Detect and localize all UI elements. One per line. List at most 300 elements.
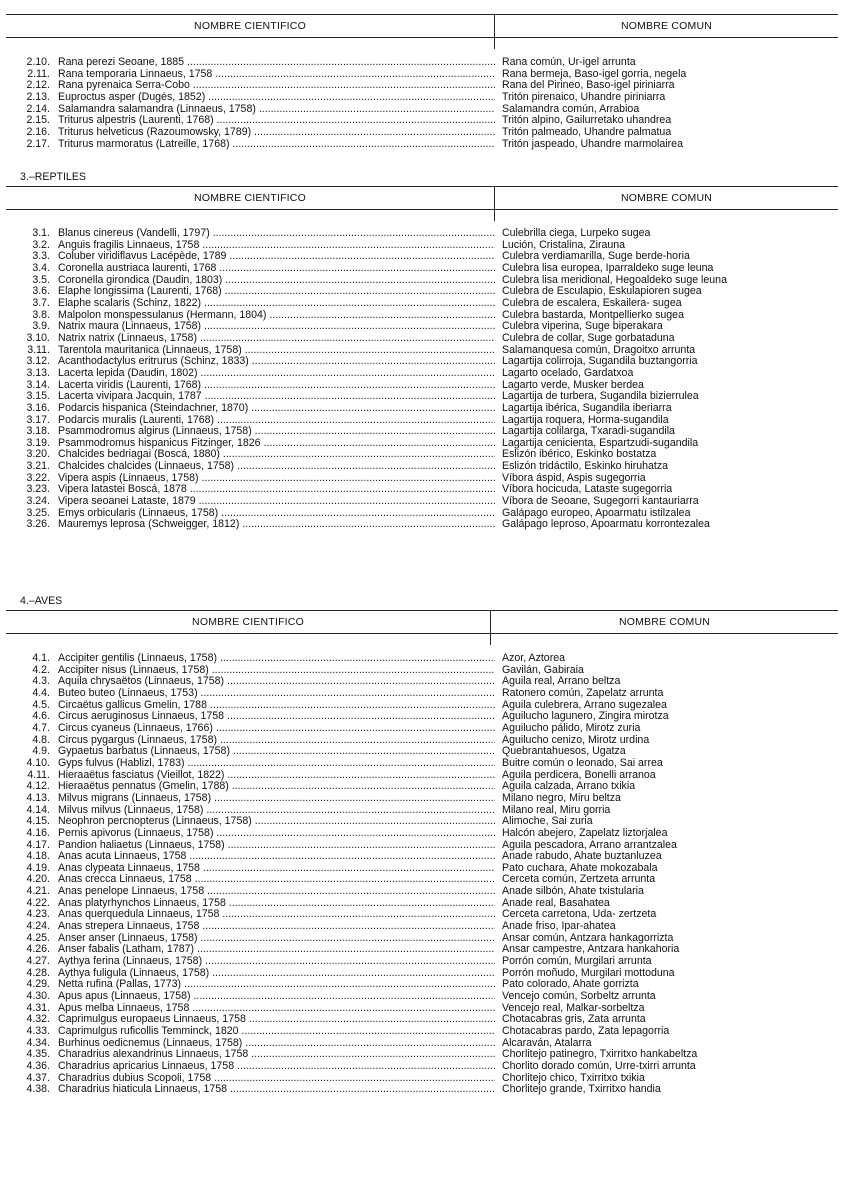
common-name: Aguila pescadora, Arrano arrantzalea xyxy=(502,839,677,851)
scientific-name: Burhinus oedicnemus (Linnaeus, 1758) ..... xyxy=(58,1038,495,1050)
common-name: Vencejo real, Malkar-sorbeltza xyxy=(502,1002,645,1014)
species-number: 4.11. xyxy=(27,768,50,781)
table-row xyxy=(0,991,842,1003)
table-row xyxy=(0,508,842,520)
table-row xyxy=(0,956,842,968)
common-name: Lagartija de turbera, Sugandila bizierrulea xyxy=(502,391,699,403)
species-number: 3.1. xyxy=(32,227,50,239)
birds-title: 4.–AVES xyxy=(20,595,63,607)
table-row xyxy=(0,1014,842,1026)
scientific-name: Aquila chrysaëtos (Linnaeus, 1758) ..... xyxy=(58,676,495,688)
scientific-name: Pernis apivorus (Linnaeus, 1758) ..... xyxy=(58,828,495,840)
table-row xyxy=(0,770,842,782)
scientific-name: Vipera seoanei Lataste, 1879 ..... xyxy=(58,496,495,508)
scientific-name: Rana pyrenaica Serra-Cobo ..... xyxy=(58,80,495,92)
species-number: 4.31. xyxy=(26,1001,50,1014)
scientific-name: Aythya fuligula (Linnaeus, 1758) ..... xyxy=(58,968,495,980)
scientific-name: Anguis fragilis Linnaeus, 1758 ..... xyxy=(58,240,495,252)
species-number: 3.3. xyxy=(32,250,50,263)
species-number: 4.34. xyxy=(26,1036,50,1049)
table-row xyxy=(0,933,842,945)
common-name: Chorlitejo grande, Txirritxo handia xyxy=(502,1084,661,1096)
common-name: Porrón moñudo, Murgilari mottoduna xyxy=(502,967,675,979)
table-row xyxy=(0,1073,842,1085)
table-row xyxy=(0,368,842,380)
species-number: 3.9. xyxy=(32,320,50,333)
scientific-name: Vipera latastei Boscá, 1878 ..... xyxy=(58,484,495,496)
species-number: 3.15. xyxy=(26,390,50,403)
common-name: Tritón jaspeado, Uhandre marmolairea xyxy=(502,138,683,150)
species-number: 4.10. xyxy=(26,756,50,769)
table-row xyxy=(0,449,842,461)
table-row xyxy=(0,840,842,852)
species-number: 4.23. xyxy=(26,908,50,921)
scientific-name: Accipiter gentilis (Linnaeus, 1758) ..... xyxy=(58,653,495,665)
scientific-name: Coluber viridiflavus Lacépède, 1789 ..... xyxy=(58,251,495,263)
common-name: Gavilán, Gabiraia xyxy=(502,664,584,676)
common-name: Anade silbón, Ahate txistularia xyxy=(502,886,644,898)
table-row xyxy=(0,426,842,438)
species-number: 4.9. xyxy=(32,745,50,758)
common-name: Chotacabras pardo, Zata lepagorria xyxy=(502,1026,670,1037)
table-row xyxy=(0,886,842,898)
table-row xyxy=(0,723,842,735)
scientific-name: Charadrius hiaticula Linnaeus, 1758 ..... xyxy=(58,1084,495,1096)
scientific-name: Anas strepera Linnaeus, 1758 ..... xyxy=(58,921,495,933)
scientific-name: Anas crecca Linnaeus, 1758 ..... xyxy=(58,874,495,886)
species-number: 4.35. xyxy=(26,1048,50,1061)
species-number: 3.11. xyxy=(27,343,50,356)
table-row xyxy=(0,793,842,805)
species-number: 4.15. xyxy=(26,815,50,828)
species-number: 4.14. xyxy=(26,803,50,816)
table-row xyxy=(0,286,842,298)
scientific-name: Accipiter nisus (Linnaeus, 1758) ..... xyxy=(58,665,495,677)
common-name: Lagartija cenicienta, Espartzudi-sugandila xyxy=(502,437,699,449)
table-row xyxy=(0,1061,842,1073)
species-number: 4.17. xyxy=(26,838,50,851)
scientific-name: Blanus cinereus (Vandelli, 1797) ..... xyxy=(58,228,495,240)
scientific-name: Psammodromus algirus (Linnaeus, 1758) ..... xyxy=(58,426,495,438)
table-row xyxy=(0,1026,842,1038)
common-name: Culebra de Esculapio, Eskulapioren sugea xyxy=(502,286,702,298)
common-name: Chorlitejo chico, Txirritxo txikia xyxy=(502,1072,645,1084)
scientific-name: Circaëtus gallicus Gmelin, 1788 ..... xyxy=(58,700,495,712)
scientific-name: Euproctus asper (Dugés, 1852) ..... xyxy=(58,92,495,104)
common-name: Culebra verdiamarilla, Suge berde-horia xyxy=(502,251,690,263)
scientific-name: Elaphe scalaris (Schinz, 1822) ..... xyxy=(58,298,495,310)
table-header xyxy=(6,14,838,38)
table-row xyxy=(0,851,842,863)
table-row xyxy=(0,115,842,127)
common-name: Tritón pirenaico, Uhandre piriniarra xyxy=(502,91,666,103)
common-name: Aguila real, Arrano beltza xyxy=(502,676,621,688)
table-row xyxy=(0,968,842,980)
common-name: Culebra lisa meridional, Hegoaldeko suge leuna xyxy=(502,274,727,286)
common-name: Quebrantahuesos, Ugatza xyxy=(502,746,626,758)
common-name: Buitre común o leonado, Sai arrea xyxy=(502,757,663,769)
species-number: 3.25. xyxy=(26,506,50,519)
scientific-name: Tarentola mauritanica (Linnaeus, 1758) ..... xyxy=(58,345,495,357)
scientific-name: Salamandra salamandra (Linnaeus, 1758) ..... xyxy=(58,104,495,116)
species-number: 4.4. xyxy=(32,686,50,699)
scientific-name: Milvus milvus (Linnaeus, 1758) ..... xyxy=(58,805,495,817)
scientific-name: Acanthodactylus eritrurus (Schinz, 1833) ..... xyxy=(58,356,495,368)
table-row xyxy=(0,391,842,403)
common-name: Galápago leproso, Apoarmatu korrontezalea xyxy=(502,519,710,531)
bird-list xyxy=(0,653,842,1096)
scientific-name: Neophron percnopterus (Linnaeus, 1758) ..... xyxy=(58,816,495,828)
common-name: Cerceta carretona, Uda- zertzeta xyxy=(502,909,657,921)
common-name: Anade real, Basahatea xyxy=(502,897,610,909)
common-name: Ansar campestre, Antzara hankahoria xyxy=(502,944,680,956)
scientific-name: Circus cyaneus (Linnaeus, 1766) ..... xyxy=(58,723,495,735)
common-name: Vencejo común, Sorbeltz arrunta xyxy=(502,991,656,1003)
species-number: 4.33. xyxy=(26,1025,50,1037)
scientific-name: Milvus migrans (Linnaeus, 1758) ..... xyxy=(58,793,495,805)
species-number: 4.7. xyxy=(32,721,50,734)
common-name: Culebra lisa europea, Iparraldeko suge leuna xyxy=(502,262,714,274)
table-row xyxy=(0,758,842,770)
common-name: Culebra de escalera, Eskailera- sugea xyxy=(502,297,682,309)
species-number: 3.10. xyxy=(26,331,50,344)
table-row xyxy=(0,461,842,473)
species-number: 3.24. xyxy=(26,495,50,508)
species-number: 4.18. xyxy=(26,850,50,863)
scientific-name: Buteo buteo (Linnaeus, 1753) ..... xyxy=(58,688,495,700)
common-name: Culebra bastarda, Montpellierko sugea xyxy=(502,309,684,321)
species-number: 4.29. xyxy=(26,978,50,991)
scientific-name: Anas acuta Linnaeus, 1758 ..... xyxy=(58,851,495,863)
common-name: Rana común, Ur-igel arrunta xyxy=(502,57,636,68)
table-row xyxy=(0,228,842,240)
table-row xyxy=(0,979,842,991)
scientific-name: Anas platyrhynchos Linnaeus, 1758 ..... xyxy=(58,898,495,910)
table-row xyxy=(0,1003,842,1015)
table-row xyxy=(0,415,842,427)
scientific-name: Podarcis hispanica (Steindachner, 1870) ..... xyxy=(58,403,495,415)
species-number: 2.11. xyxy=(27,67,50,80)
reptile-list xyxy=(0,228,842,531)
scientific-name: Apus apus (Linnaeus, 1758) ..... xyxy=(58,991,495,1003)
scientific-name-header: NOMBRE CIENTIFICO xyxy=(194,20,306,32)
scientific-name: Gyps fulvus (Hablizl, 1783) ..... xyxy=(58,758,495,770)
scientific-name: Charadrius dubius Scopoli, 1758 ..... xyxy=(58,1073,495,1085)
scientific-name: Natrix natrix (Linnaeus, 1758) ..... xyxy=(58,333,495,345)
common-name: Chorlitejo patinegro, Txirritxo hankabeltza xyxy=(502,1049,698,1061)
common-name: Lagartija ibérica, Sugandila iberiarra xyxy=(502,402,672,414)
common-name: Lagarto verde, Musker berdea xyxy=(502,379,644,391)
common-name: Víbora áspid, Aspis sugegorria xyxy=(502,472,646,484)
species-number: 4.28. xyxy=(26,966,50,979)
common-name: Chotacabras gris, Zata arrunta xyxy=(502,1014,646,1026)
table-row xyxy=(0,127,842,139)
table-row xyxy=(0,944,842,956)
species-number: 3.21. xyxy=(26,460,50,473)
table-row xyxy=(0,735,842,747)
table-row xyxy=(0,700,842,712)
scientific-name: Anas penelope Linnaeus, 1758 ..... xyxy=(58,886,495,898)
species-number: 3.16. xyxy=(26,401,50,414)
common-name: Víbora hocicuda, Lataste sugegorria xyxy=(502,484,673,496)
scientific-name: Anas clypeata Linnaeus, 1758 ..... xyxy=(58,863,495,875)
common-name: Cerceta común, Zertzeta arrunta xyxy=(502,874,656,886)
table-row xyxy=(0,874,842,886)
table-row xyxy=(0,310,842,322)
species-number: 4.12. xyxy=(26,780,50,793)
scientific-name: Chalcides bedriagai (Boscá, 1880) ..... xyxy=(58,449,495,461)
species-number: 2.17. xyxy=(26,137,50,150)
species-number: 4.3. xyxy=(32,675,50,688)
scientific-name: Hieraaëtus fasciatus (Vieillot, 1822) ..... xyxy=(58,770,495,782)
table-row xyxy=(0,688,842,700)
scientific-name: Podarcis muralis (Laurenti, 1768) ..... xyxy=(58,415,495,427)
scientific-name: Rana temporaria Linnaeus, 1758 ..... xyxy=(58,69,495,81)
species-number: 3.22. xyxy=(26,471,50,484)
scientific-name: Lacerta lepida (Daudin, 1802) ..... xyxy=(58,368,495,380)
table-row xyxy=(0,484,842,496)
species-number: 3.17. xyxy=(26,413,50,426)
species-number: 4.27. xyxy=(26,955,50,968)
table-row xyxy=(0,909,842,921)
common-name: Lagartija roquera, Horma-sugandila xyxy=(502,414,669,426)
scientific-name: Caprimulgus europaeus Linnaeus, 1758 ..... xyxy=(58,1014,495,1026)
species-number: 4.16. xyxy=(26,826,50,839)
common-name: Lagarto ocelado, Gardatxoa xyxy=(502,367,634,379)
common-name: Lagartija colilarga, Txaradi-sugandila xyxy=(502,426,675,438)
species-number: 3.2. xyxy=(32,238,50,251)
scientific-name: Circus aeruginosus Linnaeus, 1758 ..... xyxy=(58,711,495,723)
scientific-name: Pandion haliaetus (Linnaeus, 1758) ..... xyxy=(58,840,495,852)
species-number: 3.26. xyxy=(26,518,50,531)
scientific-name: Hieraaëtus pennatus (Gmelin, 1788) ..... xyxy=(58,781,495,793)
species-number: 4.20. xyxy=(26,873,50,886)
common-name: Ansar común, Antzara hankagorrizta xyxy=(502,932,674,944)
scientific-name: Charadrius apricarius Linnaeus, 1758 ..... xyxy=(58,1061,495,1073)
scientific-name: Rana perezi Seoane, 1885 ..... xyxy=(58,57,495,69)
species-number: 4.8. xyxy=(32,733,50,746)
scientific-name: Charadrius alexandrinus Linnaeus, 1758 ..... xyxy=(58,1049,495,1061)
common-name: Halcón abejero, Zapelatz liztorjalea xyxy=(502,827,668,839)
species-number: 3.14. xyxy=(26,378,50,391)
species-number: 4.21. xyxy=(26,885,50,898)
species-number: 2.10. xyxy=(26,56,50,68)
scientific-name: Triturus marmoratus (Latreille, 1768) ..... xyxy=(58,139,495,151)
common-name: Aguila calzada, Arrano txikia xyxy=(502,781,636,793)
table-row xyxy=(0,828,842,840)
common-name-header: NOMBRE COMUN xyxy=(620,192,713,204)
table-row xyxy=(0,816,842,828)
common-name: Milano negro, Miru beltza xyxy=(502,792,621,804)
species-number: 4.2. xyxy=(32,663,50,676)
table-row xyxy=(0,275,842,287)
common-name-header: NOMBRE COMUN xyxy=(620,20,713,32)
common-name: Culebrilla ciega, Lurpeko sugea xyxy=(502,228,651,239)
scientific-name-header: NOMBRE CIENTIFICO xyxy=(192,616,304,628)
species-number: 3.5. xyxy=(32,273,50,286)
table-row xyxy=(0,345,842,357)
common-name: Eslizón tridáctilo, Eskinko hiruhatza xyxy=(502,461,669,473)
common-name: Aguila perdicera, Bonelli arranoa xyxy=(502,769,656,781)
species-number: 3.8. xyxy=(32,308,50,321)
scientific-name: Elaphe longissima (Laurenti, 1768) ..... xyxy=(58,286,495,298)
common-name: Tritón alpino, Gailurretako uhandrea xyxy=(502,115,672,127)
scientific-name: Anser anser (Linnaeus, 1758) ..... xyxy=(58,933,495,945)
table-row xyxy=(0,438,842,450)
scientific-name: Psammodromus hispanicus Fitzinger, 1826 ..... xyxy=(58,438,495,450)
species-number: 2.12. xyxy=(26,79,50,92)
table-row xyxy=(0,240,842,252)
table-row xyxy=(0,519,842,531)
table-row xyxy=(0,380,842,392)
common-name: Víbora de Seoane, Sugegorri kantauriarra xyxy=(502,496,699,508)
table-row xyxy=(0,921,842,933)
common-name: Alcaraván, Atalarra xyxy=(502,1037,592,1049)
scientific-name: Chalcides chalcides (Linnaeus, 1758) ..... xyxy=(58,461,495,473)
species-number: 4.25. xyxy=(26,931,50,944)
scientific-name: Triturus alpestris (Laurenti, 1768) ..... xyxy=(58,115,495,127)
species-number: 4.22. xyxy=(26,896,50,909)
species-number: 3.6. xyxy=(32,285,50,298)
scientific-name: Natrix maura (Linnaeus, 1758) ..... xyxy=(58,321,495,333)
species-number: 2.16. xyxy=(26,125,50,138)
table-row xyxy=(0,473,842,485)
table-row xyxy=(0,653,842,665)
common-name: Aguilucho pálido, Mirotz zuria xyxy=(502,722,641,734)
species-number: 4.38. xyxy=(26,1083,50,1096)
species-number: 3.18. xyxy=(26,425,50,438)
scientific-name: Caprimulgus ruficollis Temminck, 1820 ..... xyxy=(58,1026,495,1038)
table-row xyxy=(0,403,842,415)
common-name: Lución, Cristalina, Zirauna xyxy=(502,239,626,251)
scientific-name-header: NOMBRE CIENTIFICO xyxy=(194,192,306,204)
common-name-header: NOMBRE COMUN xyxy=(618,616,711,628)
common-name: Culebra de collar, Suge gorbataduna xyxy=(502,332,675,344)
species-number: 3.23. xyxy=(26,483,50,496)
common-name: Salamanquesa común, Dragoitxo arrunta xyxy=(502,344,696,356)
scientific-name: Mauremys leprosa (Schweigger, 1812) ..... xyxy=(58,519,495,531)
common-name: Ratonero común, Zapelatz arrunta xyxy=(502,687,664,699)
table-row xyxy=(0,321,842,333)
common-name: Salamandra común, Arrabioa xyxy=(502,103,640,115)
common-name: Azor, Aztorea xyxy=(502,653,566,664)
scientific-name: Coronella austriaca laurenti, 1768 ..... xyxy=(58,263,495,275)
scientific-name: Anas querquedula Linnaeus, 1758 ..... xyxy=(58,909,495,921)
table-row xyxy=(0,139,842,151)
table-row xyxy=(0,333,842,345)
species-number: 4.30. xyxy=(26,990,50,1003)
table-row xyxy=(0,1038,842,1050)
species-number: 4.37. xyxy=(26,1071,50,1084)
species-number: 4.36. xyxy=(26,1059,50,1072)
table-row xyxy=(0,356,842,368)
common-name: Pato cuchara, Ahate mokozabala xyxy=(502,862,658,874)
common-name: Pato colorado, Ahate gorrizta xyxy=(502,979,639,991)
scientific-name: Netta rufina (Pallas, 1773) ..... xyxy=(58,979,495,991)
scientific-name: Apus melba Linnaeus, 1758 ..... xyxy=(58,1003,495,1015)
scientific-name: Malpolon monspessulanus (Hermann, 1804) ..... xyxy=(58,310,495,322)
table-row xyxy=(0,805,842,817)
table-row xyxy=(0,57,842,69)
table-row xyxy=(0,1049,842,1061)
common-name: Milano real, Miru gorria xyxy=(502,804,611,816)
table-row xyxy=(0,251,842,263)
common-name: Chorlito dorado común, Urre-txirri arrunta xyxy=(502,1060,696,1072)
species-number: 3.20. xyxy=(26,448,50,461)
common-name: Aguilucho cenizo, Mirotz urdina xyxy=(502,734,650,746)
table-header xyxy=(6,186,838,210)
common-name: Culebra viperina, Suge biperakara xyxy=(502,321,663,333)
species-number: 2.13. xyxy=(26,90,50,103)
common-name: Alimoche, Sai zuria xyxy=(502,816,593,828)
scientific-name: Vipera aspis (Linnaeus, 1758) ..... xyxy=(58,473,495,485)
table-row xyxy=(0,898,842,910)
table-row xyxy=(0,69,842,81)
common-name: Eslizón ibérico, Eskinko bostatza xyxy=(502,449,657,461)
common-name: Aguila culebrera, Arrano sugezalea xyxy=(502,699,667,711)
species-number: 3.12. xyxy=(26,355,50,368)
table-row xyxy=(0,263,842,275)
scientific-name: Aythya ferina (Linnaeus, 1758) ..... xyxy=(58,956,495,968)
scientific-name: Gypaetus barbatus (Linnaeus, 1758) ..... xyxy=(58,746,495,758)
table-row xyxy=(0,80,842,92)
table-row xyxy=(0,665,842,677)
table-row xyxy=(0,92,842,104)
species-number: 4.26. xyxy=(26,943,50,956)
table-row xyxy=(0,496,842,508)
scientific-name: Coronella girondica (Daudin, 1803) ..... xyxy=(58,275,495,287)
common-name: Rana bermeja, Baso-igel gorria, negela xyxy=(502,68,687,80)
reptiles-title: 3.–REPTILES xyxy=(20,171,86,183)
common-name: Aguilucho lagunero, Zingira mirotza xyxy=(502,711,669,723)
common-name: Rana del Pirineo, Baso-igel piriniarra xyxy=(502,80,675,92)
common-name: Lagartija colirroja, Sugandila buztangorria xyxy=(502,356,698,368)
table-row xyxy=(0,781,842,793)
species-number: 4.6. xyxy=(32,710,50,723)
species-number: 4.5. xyxy=(32,698,50,711)
species-number: 4.13. xyxy=(26,791,50,804)
species-number: 3.13. xyxy=(26,366,50,379)
amphibian-list xyxy=(0,57,842,150)
common-name: Tritón palmeado, Uhandre palmatua xyxy=(502,126,672,138)
scientific-name: Emys orbicularis (Linnaeus, 1758) ..... xyxy=(58,508,495,520)
common-name: Galápago europeo, Apoarmatu istilzalea xyxy=(502,507,691,519)
scientific-name: Lacerta viridis (Laurenti, 1768) ..... xyxy=(58,380,495,392)
table-row xyxy=(0,1084,842,1096)
scientific-name: Triturus helveticus (Razoumowsky, 1789) ..... xyxy=(58,127,495,139)
species-number: 2.14. xyxy=(26,102,50,115)
species-number: 4.1. xyxy=(32,652,50,664)
common-name: Anade friso, Ipar-ahatea xyxy=(502,921,616,933)
table-row xyxy=(0,104,842,116)
common-name: Anade rabudo, Ahate buztanluzea xyxy=(502,851,662,863)
table-row xyxy=(0,863,842,875)
species-number: 3.19. xyxy=(26,436,50,449)
species-number: 3.4. xyxy=(32,261,50,274)
species-number: 2.15. xyxy=(26,114,50,127)
species-number: 3.7. xyxy=(32,296,50,309)
table-header xyxy=(6,610,838,634)
species-number: 4.19. xyxy=(26,861,50,874)
scientific-name: Anser fabalis (Latham, 1787) ..... xyxy=(58,944,495,956)
species-number: 4.32. xyxy=(26,1013,50,1026)
scientific-name: Lacerta vivipara Jacquin, 1787 ..... xyxy=(58,391,495,403)
species-number: 4.24. xyxy=(26,920,50,933)
table-row xyxy=(0,298,842,310)
table-row xyxy=(0,746,842,758)
table-row xyxy=(0,676,842,688)
scientific-name: Circus pygargus (Linnaeus, 1758) ..... xyxy=(58,735,495,747)
